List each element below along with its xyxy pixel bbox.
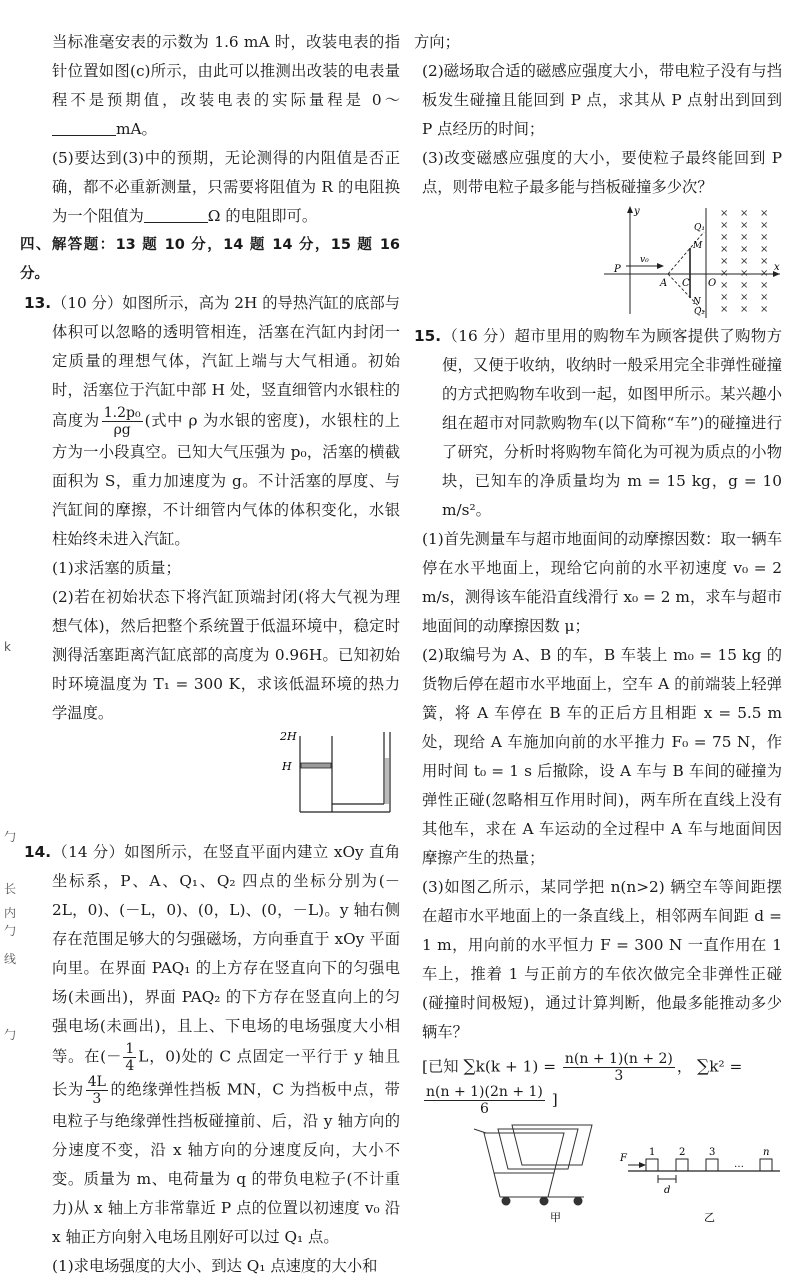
- fraction: $\frac{4L}{3}$: [87, 1074, 106, 1107]
- svg-text:M: M: [693, 241, 703, 251]
- svg-text:A: A: [660, 278, 668, 289]
- svg-text:2: 2: [679, 1147, 686, 1158]
- q12-part5: (5)要达到(3)中的预期，无论测得的内阻值是否正确，都不必重新测量，只需要将阻值为 R 的电阻换为一个阻值为 Ω 的电阻即可。: [52, 149, 400, 225]
- answer-blank[interactable]: [52, 119, 116, 136]
- svg-text:3: 3: [709, 1147, 716, 1158]
- question-14: 14.（14 分）如图所示，在竖直平面内建立 xOy 直角坐标系，P、A、Q₁、Q₂ 四点的坐标分别为(－2L，0)、(－L，0)、(0，L)、(0，－L)。y 轴右侧存在范围足够大的匀强磁场，方向垂直于 xOy 平面向里。在界面 PAQ₁ 的上方存在竖直向下的匀强电场(未画出)，界面 PAQ₂ 的下方存在竖直向上的匀强电场(未画出)，且上、下电场的电场强度大小相等。在(－ $\frac{1}{4}$ L，0)处的 C 点固定一平行于 y 轴且长为 $\frac{4L}{3}$ 的绝缘弹性挡板 MN，C 为挡板中点，带电粒子与绝缘弹性挡板碰撞前、后，沿 y 轴方向的分速度不变，沿 x 轴方向的分速度反向，大小不变。质量为 m、电荷量为 q 的带负电粒子(不计重力)从 x 轴上方非常靠近 P 点的位置以初速度 v₀ 沿 x 轴正方向射入电场且刚好可以过 Q₁ 点。: [24, 838, 400, 1252]
- label-2H: 2H: [280, 730, 297, 743]
- svg-text:d: d: [664, 1185, 671, 1196]
- field-mark: ×: [760, 244, 769, 255]
- field-mark: ×: [720, 244, 729, 255]
- cart-stack-figure: [474, 1125, 592, 1205]
- field-mark: ×: [740, 232, 749, 243]
- field-mark: ×: [740, 280, 749, 291]
- field-mark: ×: [760, 208, 769, 219]
- field-mark: ×: [760, 280, 769, 291]
- q12-continuation: 当标准毫安表的示数为 1.6 mA 时，改装电表的指针位置如图(c)所示，由此可以推测出改装的电表量程不是预期值，改装电表的实际量程是 0～mA。: [52, 33, 400, 138]
- svg-text:…: …: [734, 1159, 744, 1170]
- field-mark: ×: [720, 220, 729, 231]
- svg-text:n: n: [763, 1147, 770, 1158]
- q14-part1-tail: 方向；: [414, 33, 460, 51]
- fraction: $\frac{\text{1.2p₀}}{\rho g}$: [103, 405, 141, 438]
- cart-figures: [414, 1117, 782, 1229]
- label-H: H: [282, 760, 292, 773]
- q15-part1: (1)首先测量车与超市地面间的动摩擦因数：取一辆车停在水平地面上，现给它向前的水平初速度 v₀ = 2 m/s，测得该车能沿直线滑行 x₀ = 2 m，求车与超市地面间的动摩擦因数 μ；: [422, 530, 782, 635]
- section-heading: 四、解答题：13 题 10 分，14 题 14 分，15 题 16 分。: [20, 237, 400, 282]
- field-mark: ×: [720, 304, 729, 315]
- svg-text:x: x: [774, 262, 780, 273]
- field-mark: ×: [720, 256, 729, 267]
- question-15: 15.（16 分）超市里用的购物车为顾客提供了购物方便，又便于收纳，收纳时一般采用完全非弹性碰撞的方式把购物车收到一起，如图甲所示。某兴趣小组在超市对同款购物车(以下简称“车”)的碰撞进行了研究，分析时将购物车简化为可视为质点的小物块，已知车的净质量均为 m = 15 kg，g = 10 m/s²。: [414, 322, 782, 525]
- question-number: 15.: [414, 327, 442, 345]
- field-mark: ×: [740, 268, 749, 279]
- field-mark: ×: [740, 256, 749, 267]
- q13-part1: (1)求活塞的质量；: [52, 559, 181, 577]
- field-mark: ×: [760, 304, 769, 315]
- piston: [301, 763, 331, 768]
- coordinate-figure: [414, 202, 782, 322]
- fraction: $\frac{1}{4}$: [125, 1041, 135, 1074]
- q14-part3: (3)改变磁感应强度的大小，要使粒子最终能回到 P 点，则带电粒子最多能与挡板碰撞多少次？: [422, 149, 782, 196]
- q15-part2: (2)取编号为 A、B 的车，B 车装上 m₀ = 15 kg 的货物后停在超市水平地面上，空车 A 的前端装上轻弹簧，将 A 车停在 B 车的正后方且相距 x = 5.5 m 处，现给 A 车施加向前的水平推力 F₀ = 75 N，作用时间 t₀ = 1 s 后撤除，设 A 车与 B 车间的碰撞为弹性正碰(忽略相互作用时间)，两车所在直线上没有其他车，求在 A 车运动的全过程中 A 车与地面间因摩擦产生的热量；: [422, 646, 782, 867]
- svg-text:v₀: v₀: [640, 255, 649, 265]
- q14-part2: (2)磁场取合适的磁感应强度大小，带电粒子没有与挡板发生碰撞且能回到 P 点，求其从 P 点射出到回到 P 点经历的时间；: [422, 62, 782, 138]
- field-mark: ×: [740, 244, 749, 255]
- field-mark: ×: [740, 304, 749, 315]
- svg-text:F: F: [620, 1153, 627, 1164]
- svg-text:y: y: [634, 206, 640, 217]
- margin-mark: 勹: [4, 1028, 17, 1042]
- field-mark: ×: [740, 208, 749, 219]
- q14-part1: (1)求电场强度的大小、到达 Q₁ 点速度的大小和: [52, 1257, 378, 1275]
- field-mark: ×: [720, 268, 729, 279]
- svg-text:N: N: [693, 297, 701, 307]
- field-mark: ×: [720, 280, 729, 291]
- left-column: [20, 28, 400, 1281]
- question-number: 13.: [24, 294, 52, 312]
- question-number: 14.: [24, 843, 52, 861]
- svg-text:C: C: [682, 278, 690, 289]
- field-mark: ×: [740, 220, 749, 231]
- cylinder-figure: [24, 728, 400, 838]
- figure-label-yi: 乙: [704, 1211, 715, 1224]
- fraction: $\frac{n(n + 1)(n + 2)}{3}$: [564, 1051, 673, 1084]
- mercury-column: [385, 758, 389, 804]
- margin-mark: 勹: [4, 830, 17, 844]
- sum-hint: [已知 ∑k(k + 1) = $\frac{n(n + 1)(n + 2)}{3}$ ， ∑k² = $\frac{n(n + 1)(2n + 1)}{6}$ ]: [422, 1051, 743, 1117]
- field-mark: ×: [760, 292, 769, 303]
- field-mark: ×: [720, 292, 729, 303]
- svg-text:Q₂: Q₂: [694, 307, 705, 317]
- magnetic-field-marks: [720, 208, 768, 315]
- q15-part3: (3)如图乙所示，某同学把 n(n>2) 辆空车等间距摆在超市水平地面上的一条直线上，相邻两车间距 d = 1 m，用向前的水平恒力 F = 300 N 一直作用在 1 车上，推着 1 与正前方的车依次做完全非弹性正碰(碰撞时间极短)，通过计算判断，他最多能推动多少辆车？: [422, 878, 782, 1041]
- figure-label-jia: 甲: [550, 1211, 561, 1224]
- field-mark: ×: [760, 268, 769, 279]
- field-mark: ×: [720, 232, 729, 243]
- field-mark: ×: [760, 256, 769, 267]
- field-mark: ×: [740, 292, 749, 303]
- fraction: $\frac{n(n + 1)(2n + 1)}{6}$: [426, 1084, 543, 1117]
- margin-mark: 内: [4, 906, 17, 920]
- q13-part2: (2)若在初始状态下将汽缸顶端封闭(将大气视为理想气体)，然后把整个系统置于低温环境中，稳定时测得活塞距离汽缸底部的高度为 0.96H。已知初始时环境温度为 T₁ = 300 K，求该低温环境的热力学温度。: [52, 588, 400, 722]
- margin-mark: 线: [4, 952, 17, 966]
- margin-mark: k: [4, 640, 11, 654]
- margin-mark: 勹: [4, 924, 17, 938]
- field-mark: ×: [760, 220, 769, 231]
- field-mark: ×: [760, 232, 769, 243]
- answer-blank[interactable]: [144, 206, 208, 223]
- right-column: [414, 28, 782, 1229]
- svg-text:O: O: [708, 278, 717, 289]
- cart-row-figure: [619, 1147, 780, 1196]
- field-mark: ×: [720, 208, 729, 219]
- question-13: 13.（10 分）如图所示，高为 2H 的导热汽缸的底部与体积可以忽略的透明管相连，活塞在汽缸内封闭一定质量的理想气体，汽缸上端与大气相通。初始时，活塞位于汽缸中部 H 处，竖直细管内水银柱的高度为 $\frac{\text{1.2p₀}}{\rho g}$ (式中 ρ 为水银的密度)，水银柱的上方为一小段真空。已知大气压强为 p₀，活塞的横截面积为 S，重力加速度为 g。不计活塞的厚度、与汽缸间的摩擦，不计细管内气体的体积变化，水银柱始终未进入汽缸。: [24, 289, 400, 554]
- svg-text:Q₁: Q₁: [694, 223, 705, 233]
- svg-text:P: P: [614, 264, 621, 275]
- svg-text:1: 1: [649, 1147, 656, 1158]
- margin-mark: 长: [4, 882, 17, 896]
